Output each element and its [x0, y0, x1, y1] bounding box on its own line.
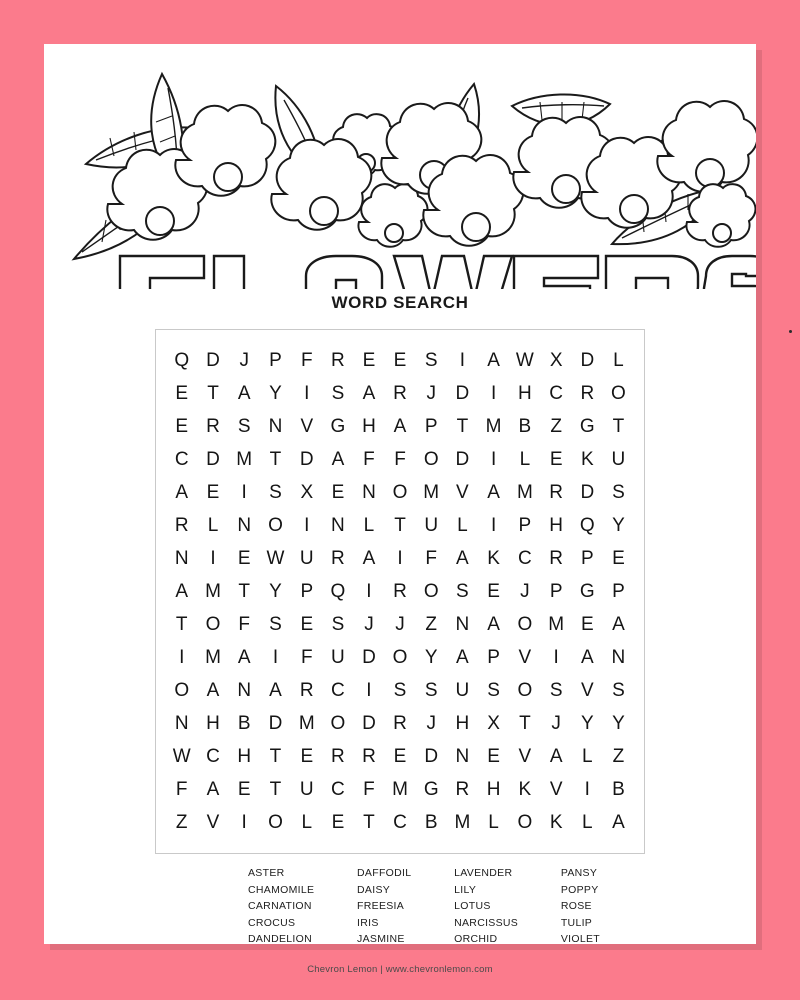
letter-cell[interactable]: C [331, 779, 345, 800]
letter-cell[interactable]: N [362, 482, 376, 503]
letter-cell[interactable]: I [490, 449, 497, 470]
letter-cell[interactable]: L [488, 812, 499, 833]
letter-cell[interactable]: E [331, 482, 345, 503]
letter-grid-body [166, 344, 634, 839]
letter-cell[interactable]: E [549, 449, 563, 470]
letter-cell[interactable]: A [175, 482, 189, 503]
letter-cell[interactable]: R [393, 581, 407, 602]
letter-cell[interactable]: E [362, 350, 376, 371]
letter-cell[interactable]: E [487, 746, 500, 767]
letter-cell[interactable]: L [457, 515, 468, 536]
letter-cell[interactable]: F [300, 647, 313, 668]
letter-cell[interactable]: G [423, 779, 439, 800]
letter-cell[interactable]: T [269, 746, 282, 767]
letter-cell[interactable]: J [520, 581, 530, 602]
letter-cell[interactable]: S [424, 680, 438, 701]
word-list-item: PANSY [560, 867, 598, 879]
letter-cell[interactable]: A [362, 383, 376, 404]
letter-cell[interactable]: I [210, 548, 216, 569]
letter-cell[interactable]: H [455, 713, 470, 734]
word-list-item: LILY [454, 883, 477, 896]
letter-cell[interactable]: Z [612, 746, 625, 767]
letter-cell[interactable]: N [611, 647, 626, 668]
letter-cell[interactable]: W [266, 548, 285, 569]
letter-cell[interactable]: R [455, 779, 470, 800]
letter-cell[interactable]: E [487, 581, 500, 602]
letter-cell[interactable]: A [456, 548, 469, 569]
letter-cell[interactable]: E [580, 614, 594, 635]
letter-cell[interactable]: O [268, 515, 283, 536]
letter-cell[interactable]: A [237, 647, 251, 668]
letter-cell[interactable]: S [612, 680, 625, 701]
letter-cell[interactable]: J [551, 713, 561, 734]
letter-cell[interactable]: X [487, 713, 500, 734]
letter-cell[interactable]: Z [425, 614, 437, 635]
letter-cell[interactable]: M [516, 482, 533, 503]
letter-cell[interactable]: A [393, 416, 407, 437]
word-list-item: LAVENDER [454, 867, 513, 879]
letter-cell[interactable]: W [515, 350, 534, 371]
word-list-item: IRIS [357, 916, 379, 929]
letter-cell[interactable]: E [331, 812, 345, 833]
letter-cell[interactable]: C [549, 383, 564, 404]
letter-cell[interactable]: Y [269, 383, 282, 404]
letter-cell[interactable]: Y [612, 713, 625, 734]
letter-cell[interactable]: V [518, 746, 532, 767]
letter-grid-row [166, 608, 634, 641]
word-list-item: DAISY [357, 883, 391, 896]
letter-cell[interactable]: I [304, 515, 310, 536]
letter-cell[interactable]: O [517, 812, 533, 833]
letter-cell[interactable]: A [612, 812, 625, 833]
word-list-column-4 [561, 866, 600, 948]
flower-icon [358, 184, 427, 247]
letter-grid-table[interactable] [166, 344, 634, 839]
letter-cell[interactable]: V [206, 812, 220, 833]
letter-cell[interactable]: R [549, 548, 564, 569]
letter-cell[interactable]: A [331, 449, 345, 470]
word-list-item: FREESIA [357, 900, 405, 912]
letter-cell[interactable]: D [424, 746, 439, 767]
letter-cell[interactable]: Y [269, 581, 282, 602]
letter-cell[interactable]: S [549, 680, 563, 701]
letter-grid-row [166, 509, 634, 542]
letter-cell[interactable]: J [426, 713, 436, 734]
letter-cell[interactable]: J [239, 350, 249, 371]
letter-cell[interactable]: S [269, 482, 282, 503]
letter-cell[interactable]: L [363, 515, 375, 536]
letter-cell[interactable]: M [485, 416, 502, 437]
letter-cell[interactable]: H [549, 515, 564, 536]
letter-cell[interactable]: J [426, 383, 436, 404]
letter-cell[interactable]: V [300, 416, 314, 437]
word-list-item: TULIP [560, 916, 593, 929]
letter-cell[interactable]: G [579, 581, 595, 602]
letter-cell[interactable]: F [363, 779, 375, 800]
footer-credit: Chevron Lemon | www.chevronlemon.com [307, 963, 493, 975]
letter-cell[interactable]: T [519, 713, 531, 734]
letter-cell[interactable]: Q [174, 350, 190, 371]
letter-cell[interactable]: R [362, 746, 376, 767]
letter-grid-row [166, 542, 634, 575]
letter-cell[interactable]: X [549, 350, 563, 371]
letter-cell[interactable]: X [300, 482, 314, 503]
letter-cell[interactable]: W [172, 746, 191, 767]
letter-cell[interactable]: A [580, 647, 594, 668]
letter-cell[interactable]: G [579, 416, 595, 437]
letter-cell[interactable]: A [362, 548, 376, 569]
letter-cell[interactable]: I [179, 647, 185, 668]
letter-cell[interactable]: O [205, 614, 221, 635]
letter-cell[interactable]: I [490, 383, 497, 404]
printable-worksheet [44, 44, 756, 975]
letter-cell[interactable]: G [330, 416, 346, 437]
word-list-item: NARCISSUS [454, 916, 519, 929]
word-list-item: DAFFODIL [357, 867, 412, 879]
letter-cell[interactable]: D [580, 482, 595, 503]
letter-cell[interactable]: P [580, 548, 594, 569]
letter-cell[interactable]: M [205, 647, 221, 668]
letter-cell[interactable]: P [487, 647, 500, 668]
letter-cell[interactable]: O [268, 812, 283, 833]
word-list-item: CROCUS [248, 916, 296, 929]
letter-cell[interactable]: P [269, 350, 282, 371]
flower-icon [175, 105, 275, 196]
letter-cell[interactable]: U [424, 515, 439, 536]
letter-cell[interactable]: F [425, 548, 437, 569]
word-list-item: ORCHID [454, 933, 498, 945]
letter-cell[interactable]: N [455, 746, 470, 767]
letter-cell[interactable]: M [298, 713, 315, 734]
letter-cell[interactable]: T [612, 416, 625, 437]
letter-cell[interactable]: U [455, 680, 470, 701]
letter-cell[interactable]: T [269, 449, 282, 470]
letter-cell[interactable]: E [206, 482, 220, 503]
letter-cell[interactable]: I [584, 779, 590, 800]
letter-cell[interactable]: E [300, 746, 314, 767]
letter-cell[interactable]: L [207, 515, 219, 536]
letter-cell[interactable]: I [304, 383, 310, 404]
letter-cell[interactable]: V [456, 482, 469, 503]
letter-grid-row [166, 377, 634, 410]
letter-cell[interactable]: A [237, 383, 251, 404]
letter-cell[interactable]: S [456, 581, 469, 602]
letter-cell[interactable]: R [331, 548, 345, 569]
letter-cell[interactable]: S [612, 482, 625, 503]
letter-cell[interactable]: Z [175, 812, 188, 833]
letter-cell[interactable]: N [174, 548, 189, 569]
letter-cell[interactable]: N [455, 614, 470, 635]
letter-cell[interactable]: O [330, 713, 346, 734]
word-list-item: DANDELION [248, 933, 312, 945]
letter-cell[interactable]: L [519, 449, 531, 470]
letter-cell[interactable]: S [424, 350, 438, 371]
letter-grid-row [166, 476, 634, 509]
letter-cell[interactable]: M [205, 581, 221, 602]
letter-cell[interactable]: Z [550, 416, 562, 437]
letter-cell[interactable]: T [175, 614, 188, 635]
letter-cell[interactable]: M [423, 482, 440, 503]
letter-grid-row [166, 707, 634, 740]
letter-cell[interactable]: I [459, 350, 466, 371]
letter-cell[interactable]: A [175, 581, 189, 602]
page-subtitle: WORD SEARCH [331, 293, 469, 312]
letter-cell[interactable]: A [612, 614, 625, 635]
letter-cell[interactable]: B [424, 812, 438, 833]
letter-cell[interactable]: S [487, 680, 500, 701]
letter-cell[interactable]: I [397, 548, 403, 569]
letter-cell[interactable]: E [175, 416, 189, 437]
stray-dot [789, 330, 792, 333]
letter-cell[interactable]: J [364, 614, 374, 635]
letter-grid-row [166, 773, 634, 806]
letter-cell[interactable]: D [455, 449, 470, 470]
letter-cell[interactable]: L [613, 350, 624, 371]
letter-cell[interactable]: U [331, 647, 345, 668]
letter-cell[interactable]: K [580, 449, 594, 470]
letter-cell[interactable]: T [363, 812, 375, 833]
letter-cell[interactable]: D [206, 350, 220, 371]
letter-cell[interactable]: E [612, 548, 625, 569]
letter-cell[interactable]: T [456, 416, 469, 437]
letter-cell[interactable]: P [300, 581, 314, 602]
letter-cell[interactable]: V [518, 647, 532, 668]
letter-grid-row [166, 344, 634, 377]
letter-cell[interactable]: M [236, 449, 253, 470]
letter-cell[interactable]: F [238, 614, 250, 635]
word-list-column-1 [248, 866, 314, 948]
letter-cell[interactable]: R [393, 713, 407, 734]
letter-grid-row [166, 806, 634, 839]
letter-cell[interactable]: U [611, 449, 626, 470]
letter-cell[interactable]: I [241, 482, 247, 503]
letter-cell[interactable]: S [331, 383, 345, 404]
word-list-item: LOTUS [454, 900, 491, 912]
letter-cell[interactable]: E [237, 548, 251, 569]
letter-cell[interactable]: F [363, 449, 375, 470]
letter-cell[interactable]: P [549, 581, 563, 602]
letter-cell[interactable]: N [268, 416, 283, 437]
letter-cell[interactable]: O [517, 680, 533, 701]
letter-cell[interactable]: O [611, 383, 626, 404]
letter-grid-row [166, 410, 634, 443]
letter-cell[interactable]: D [455, 383, 470, 404]
letter-cell[interactable]: I [490, 515, 497, 536]
letter-cell[interactable]: U [299, 548, 314, 569]
letter-cell[interactable]: Q [579, 515, 595, 536]
letter-cell[interactable]: A [206, 680, 220, 701]
letter-cell[interactable]: D [299, 449, 314, 470]
letter-cell[interactable]: B [612, 779, 625, 800]
letter-cell[interactable]: P [518, 515, 532, 536]
header-illustration [44, 44, 756, 289]
letter-cell[interactable]: D [206, 449, 220, 470]
letter-cell[interactable]: I [272, 647, 279, 668]
word-list-column-3 [454, 866, 518, 948]
letter-cell[interactable]: H [237, 746, 252, 767]
letter-cell[interactable]: M [548, 614, 565, 635]
letter-cell[interactable]: A [487, 350, 500, 371]
letter-cell[interactable]: K [487, 548, 500, 569]
letter-cell[interactable]: B [237, 713, 251, 734]
letter-cell[interactable]: R [393, 383, 407, 404]
letter-cell[interactable]: D [362, 647, 376, 668]
letter-cell[interactable]: F [175, 779, 188, 800]
letter-grid-row [166, 575, 634, 608]
letter-cell[interactable]: V [549, 779, 563, 800]
letter-cell[interactable]: I [241, 812, 247, 833]
letter-cell[interactable]: C [174, 449, 189, 470]
letter-cell[interactable]: F [394, 449, 406, 470]
letter-cell[interactable]: H [518, 383, 532, 404]
letter-cell[interactable]: O [392, 647, 408, 668]
word-list-item: VIOLET [560, 933, 600, 945]
letter-cell[interactable]: N [331, 515, 345, 536]
letter-cell[interactable]: F [300, 350, 313, 371]
letter-cell[interactable]: E [393, 746, 407, 767]
letter-cell[interactable]: A [269, 680, 282, 701]
letter-cell[interactable]: S [331, 614, 345, 635]
word-list-item: JASMINE [357, 933, 405, 945]
letter-cell[interactable]: M [392, 779, 408, 800]
letter-cell[interactable]: A [487, 614, 500, 635]
letter-cell[interactable]: O [174, 680, 190, 701]
letter-cell[interactable]: N [237, 515, 252, 536]
letter-cell[interactable]: N [174, 713, 189, 734]
letter-cell[interactable]: L [582, 812, 593, 833]
letter-cell[interactable]: S [393, 680, 407, 701]
letter-cell[interactable]: Y [612, 515, 625, 536]
letter-cell[interactable]: T [269, 779, 282, 800]
letter-cell[interactable]: H [206, 713, 220, 734]
letter-cell[interactable]: I [366, 680, 372, 701]
letter-cell[interactable]: O [517, 614, 533, 635]
letter-cell[interactable]: S [237, 416, 251, 437]
letter-cell[interactable]: U [299, 779, 314, 800]
letter-cell[interactable]: A [456, 647, 469, 668]
letter-cell[interactable]: P [612, 581, 625, 602]
flowers-and-leaves-artwork [44, 44, 756, 289]
letter-cell[interactable]: R [331, 350, 345, 371]
letter-cell[interactable]: R [580, 383, 595, 404]
letter-grid-row [166, 674, 634, 707]
letter-cell[interactable]: R [174, 515, 189, 536]
letter-cell[interactable]: V [580, 680, 594, 701]
letter-cell[interactable]: R [206, 416, 220, 437]
letter-cell[interactable]: Y [424, 647, 438, 668]
letter-cell[interactable]: O [423, 449, 439, 470]
letter-cell[interactable]: D [580, 350, 595, 371]
word-list-item: POPPY [560, 883, 599, 896]
letter-grid-row [166, 740, 634, 773]
letter-cell[interactable]: T [394, 515, 406, 536]
letter-cell[interactable]: C [518, 548, 532, 569]
flower-icon [271, 139, 371, 230]
letter-cell[interactable]: Q [330, 581, 346, 602]
letter-cell[interactable]: T [238, 581, 250, 602]
word-search-grid[interactable] [155, 329, 645, 854]
letter-cell[interactable]: D [268, 713, 283, 734]
letter-cell[interactable]: S [269, 614, 282, 635]
letter-cell[interactable]: M [454, 812, 471, 833]
letter-cell[interactable]: I [553, 647, 559, 668]
letter-cell[interactable]: R [299, 680, 314, 701]
letter-cell[interactable]: L [301, 812, 313, 833]
word-list-item: ASTER [248, 867, 285, 879]
word-list [200, 866, 600, 948]
letter-cell[interactable]: D [362, 713, 376, 734]
letter-cell[interactable]: A [487, 482, 500, 503]
flower-icon [657, 101, 756, 192]
word-list-item: CHAMOMILE [248, 883, 315, 896]
letter-cell[interactable]: L [582, 746, 593, 767]
word-list-item: CARNATION [248, 900, 312, 912]
letter-cell[interactable]: P [424, 416, 438, 437]
letter-cell[interactable]: K [518, 779, 532, 800]
title-outline-letters [120, 256, 756, 289]
letter-cell[interactable]: J [395, 614, 405, 635]
word-list-column-2 [357, 866, 411, 948]
letter-cell[interactable]: E [175, 383, 189, 404]
letter-cell[interactable]: E [393, 350, 407, 371]
letter-cell[interactable]: N [237, 680, 252, 701]
letter-cell[interactable]: C [393, 812, 407, 833]
letter-cell[interactable]: H [486, 779, 501, 800]
letter-cell[interactable]: C [206, 746, 220, 767]
letter-cell[interactable]: T [207, 383, 219, 404]
letter-cell[interactable]: E [237, 779, 251, 800]
word-list-item: ROSE [560, 900, 592, 912]
letter-cell[interactable]: E [300, 614, 314, 635]
letter-cell[interactable]: H [362, 416, 376, 437]
letter-cell[interactable]: R [549, 482, 564, 503]
letter-cell[interactable]: O [423, 581, 439, 602]
letter-cell[interactable]: I [366, 581, 372, 602]
letter-cell[interactable]: C [331, 680, 345, 701]
letter-cell[interactable]: R [331, 746, 345, 767]
letter-cell[interactable]: A [549, 746, 563, 767]
letter-cell[interactable]: Y [580, 713, 594, 734]
letter-cell[interactable]: A [206, 779, 220, 800]
letter-cell[interactable]: O [392, 482, 408, 503]
letter-cell[interactable]: B [518, 416, 532, 437]
letter-cell[interactable]: K [549, 812, 563, 833]
letter-grid-row [166, 443, 634, 476]
letter-grid-row [166, 641, 634, 674]
